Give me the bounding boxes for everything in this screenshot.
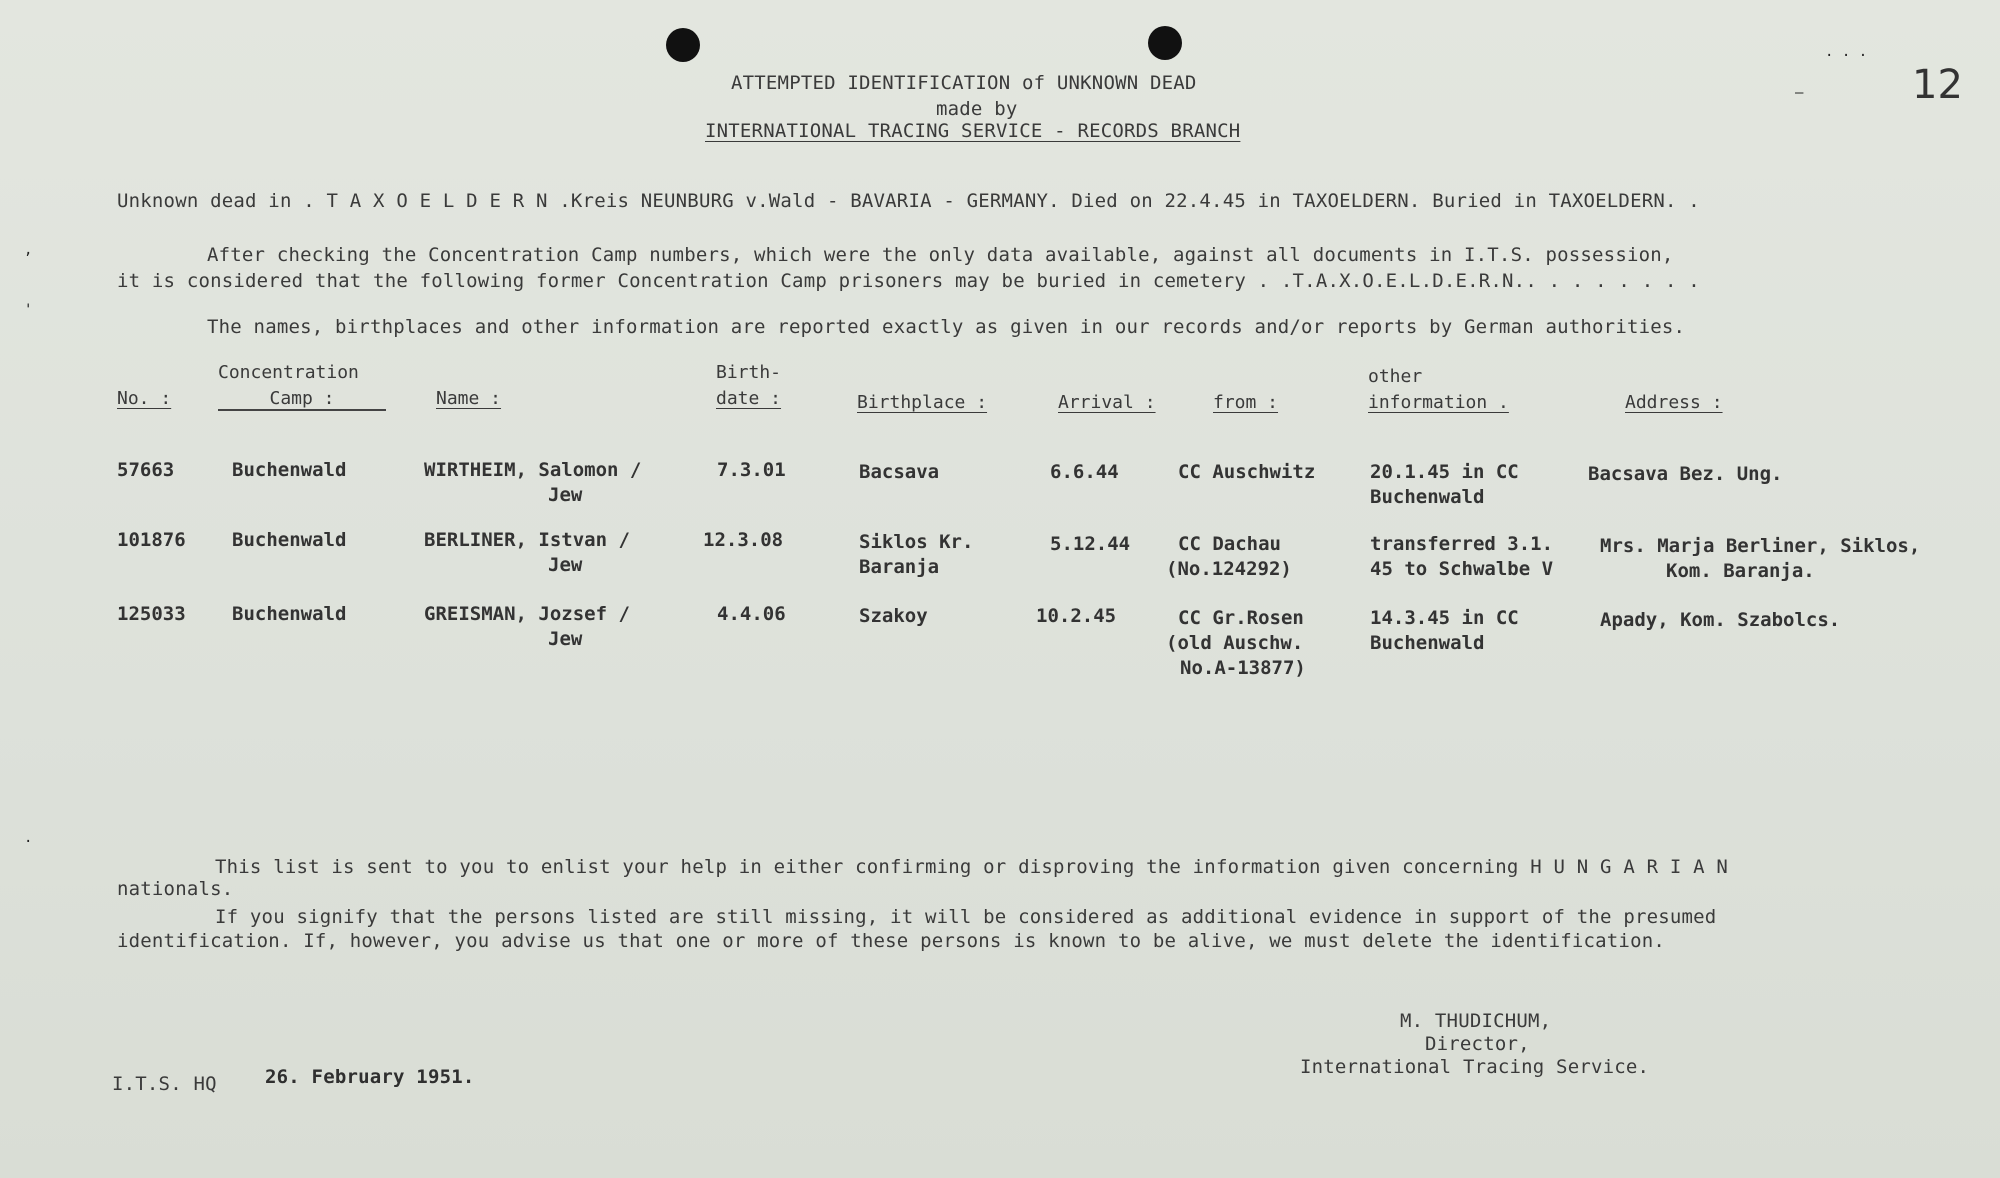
row-name-note: Jew bbox=[548, 484, 583, 506]
row-arrival: 10.2.45 bbox=[1036, 605, 1117, 627]
signatory-title: Director, bbox=[1425, 1033, 1530, 1055]
header-birthplace: Birthplace : bbox=[857, 392, 988, 413]
punch-hole-right bbox=[1148, 26, 1182, 60]
row-other-information-2: 45 to Schwalbe V bbox=[1370, 558, 1554, 580]
row-camp: Buchenwald bbox=[232, 529, 347, 551]
row-name: GREISMAN, Jozsef / bbox=[424, 603, 630, 625]
organization-heading: INTERNATIONAL TRACING SERVICE - RECORDS BRANCH bbox=[705, 120, 1241, 142]
row-from-2: (old Auschw. bbox=[1166, 632, 1304, 654]
closing-paragraph-line-2: nationals. bbox=[117, 878, 234, 900]
punch-hole-left bbox=[666, 28, 700, 62]
header-no: No. : bbox=[117, 388, 172, 409]
row-other-information: transferred 3.1. bbox=[1370, 533, 1554, 555]
margin-mark: · bbox=[24, 834, 33, 850]
margin-dots: · · · bbox=[1825, 48, 1868, 64]
header-camp-top: Concentration bbox=[218, 362, 359, 383]
row-camp: Buchenwald bbox=[232, 459, 347, 481]
header-address: Address : bbox=[1625, 392, 1723, 413]
closing-paragraph-line-1: This list is sent to you to enlist your help in either confirming or disproving the information given concerning H U N G A R I A N bbox=[215, 856, 1729, 878]
row-from: CC Auschwitz bbox=[1178, 461, 1316, 483]
footer-date: 26. February 1951. bbox=[265, 1066, 475, 1088]
row-name-note: Jew bbox=[548, 554, 583, 576]
page-number: 12 bbox=[1912, 62, 1963, 108]
signatory-organization: International Tracing Service. bbox=[1300, 1056, 1650, 1078]
row-birthplace: Bacsava bbox=[859, 461, 940, 483]
signatory-name: M. THUDICHUM, bbox=[1400, 1010, 1552, 1032]
row-no: 125033 bbox=[117, 603, 186, 625]
row-address: Mrs. Marja Berliner, Siklos, bbox=[1600, 535, 1921, 557]
made-by: made by bbox=[936, 98, 1018, 120]
row-from: CC Dachau bbox=[1178, 533, 1281, 555]
margin-mark: ' bbox=[24, 302, 33, 318]
header-birthdate: date : bbox=[716, 388, 782, 409]
header-other-information: information . bbox=[1368, 392, 1509, 413]
document-title: ATTEMPTED IDENTIFICATION of UNKNOWN DEAD bbox=[731, 72, 1197, 94]
header-birth-top: Birth- bbox=[716, 362, 782, 383]
row-birthdate: 4.4.06 bbox=[717, 603, 786, 625]
row-from-3: No.A-13877) bbox=[1180, 657, 1306, 679]
row-arrival: 6.6.44 bbox=[1050, 461, 1119, 483]
row-other-information: 14.3.45 in CC bbox=[1370, 607, 1519, 629]
header-name: Name : bbox=[436, 388, 502, 409]
row-from-2: (No.124292) bbox=[1166, 558, 1292, 580]
row-birthdate: 12.3.08 bbox=[703, 529, 784, 551]
row-other-information-2: Buchenwald bbox=[1370, 632, 1485, 654]
row-other-information-2: Buchenwald bbox=[1370, 486, 1485, 508]
header-other-top: other bbox=[1368, 366, 1423, 387]
header-from: from : bbox=[1213, 392, 1279, 413]
row-birthplace: Szakoy bbox=[859, 605, 928, 627]
header-arrival: Arrival : bbox=[1058, 392, 1156, 413]
intro-paragraph-line-1: After checking the Concentration Camp numbers, which were the only data available, against all documents in I.T.S. possession, bbox=[207, 244, 1674, 266]
row-name: WIRTHEIM, Salomon / bbox=[424, 459, 642, 481]
records-note: The names, birthplaces and other information are reported exactly as given in our records and/or reports by German authorities. bbox=[207, 316, 1686, 338]
row-camp: Buchenwald bbox=[232, 603, 347, 625]
margin-mark: , bbox=[24, 242, 33, 258]
closing-paragraph-2-line-1: If you signify that the persons listed are still missing, it will be considered as additional evidence in support of the presumed bbox=[215, 906, 1717, 928]
row-birthplace-2: Baranja bbox=[859, 556, 940, 578]
row-no: 57663 bbox=[117, 459, 175, 481]
location-line: Unknown dead in . T A X O E L D E R N .Kreis NEUNBURG v.Wald - BAVARIA - GERMANY. Died on 22.4.45 in TAXOELDERN. Buried in TAXOELDERN. . bbox=[117, 190, 1700, 212]
row-arrival: 5.12.44 bbox=[1050, 533, 1131, 555]
row-address: Apady, Kom. Szabolcs. bbox=[1600, 609, 1841, 631]
row-name: BERLINER, Istvan / bbox=[424, 529, 630, 551]
row-address-2: Kom. Baranja. bbox=[1666, 560, 1815, 582]
intro-paragraph-line-2: it is considered that the following former Concentration Camp prisoners may be buried in cemetery . .T.A.X.O.E.L.D.E.R.N.. . . . . . . . bbox=[117, 270, 1700, 292]
row-name-note: Jew bbox=[548, 628, 583, 650]
row-no: 101876 bbox=[117, 529, 186, 551]
row-address: Bacsava Bez. Ung. bbox=[1588, 463, 1783, 485]
row-birthdate: 7.3.01 bbox=[717, 459, 786, 481]
row-other-information: 20.1.45 in CC bbox=[1370, 461, 1519, 483]
margin-dash: – bbox=[1795, 85, 1804, 101]
header-camp: Camp : bbox=[218, 388, 386, 411]
closing-paragraph-2-line-2: identification. If, however, you advise us that one or more of these persons is known to be alive, we must delete the identification. bbox=[117, 930, 1665, 952]
footer-hq: I.T.S. HQ bbox=[112, 1073, 217, 1095]
row-birthplace: Siklos Kr. bbox=[859, 531, 974, 553]
row-from: CC Gr.Rosen bbox=[1178, 607, 1304, 629]
